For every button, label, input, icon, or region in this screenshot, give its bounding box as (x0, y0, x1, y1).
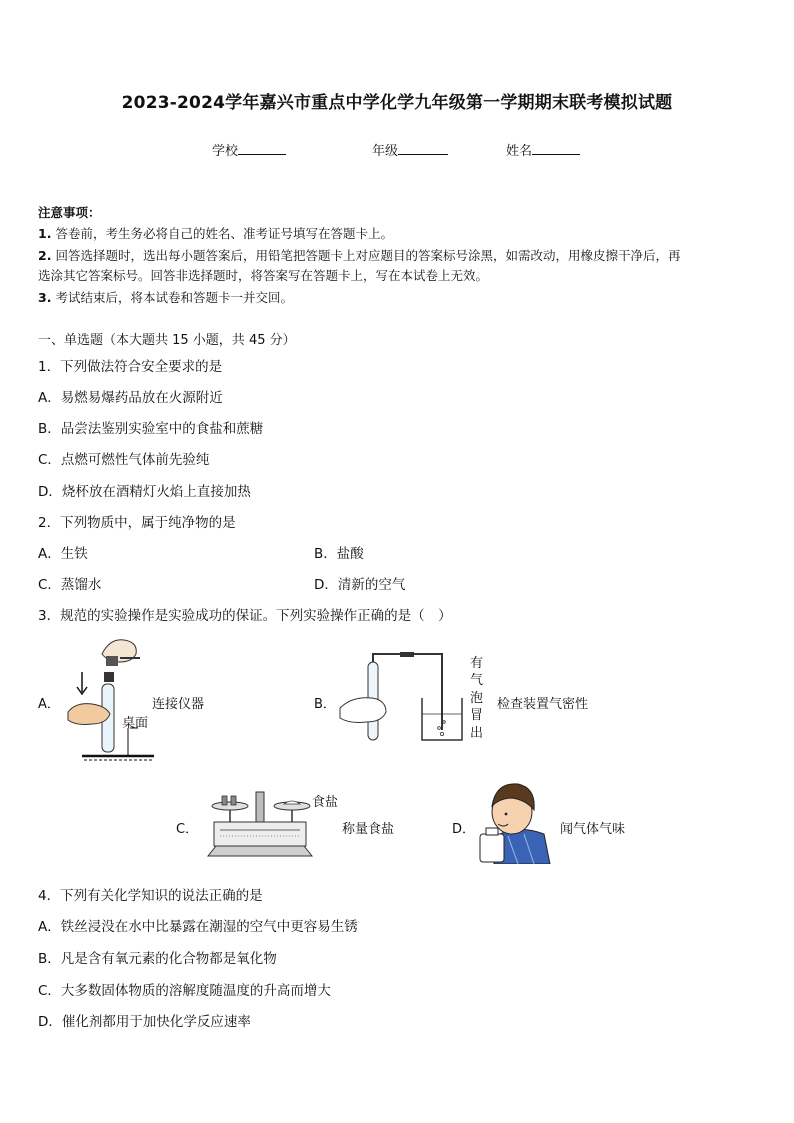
note-item (38, 246, 680, 264)
school-label: 学校 (212, 144, 239, 159)
question-stem: 3．规范的实验操作是实验成功的保证。下列实验操作正确的是（ ） (38, 608, 452, 624)
smelling-gas-figure (478, 776, 554, 864)
notes-heading: 注意事项： (38, 205, 101, 220)
option-c[interactable]: C．点燃可燃性气体前先验纯 (38, 452, 210, 468)
school-field (212, 140, 286, 159)
name-field (506, 140, 580, 159)
bubble-char: 泡 (470, 690, 484, 706)
note-text: 回答选择题时，选出每小题答案后，用铅笔把答题卡上对应题目的答案标号涂黑，如需改动，用橡皮擦干净后，再 (55, 248, 681, 263)
figure-b-letter[interactable]: B． (314, 697, 336, 712)
figure-b-caption: 检查装置气密性 (497, 697, 589, 712)
note-item (38, 224, 393, 242)
option-b[interactable]: B．凡是含有氧元素的化合物都是氧化物 (38, 951, 277, 967)
option-d[interactable]: D．清新的空气 (314, 577, 406, 593)
grade-field (372, 140, 448, 159)
figure-c-letter[interactable]: C． (176, 822, 199, 837)
figure-a-caption: 连接仪器 (152, 697, 205, 712)
option-d[interactable]: D．催化剂都用于加快化学反应速率 (38, 1014, 251, 1030)
option-b[interactable]: B．盐酸 (314, 546, 364, 562)
question-stem: 1．下列做法符合安全要求的是 (38, 359, 223, 375)
note-number: 2. (38, 248, 52, 263)
balance-scale-figure (204, 784, 316, 862)
option-d[interactable]: D．烧杯放在酒精灯火焰上直接加热 (38, 484, 251, 500)
note-text: 答卷前，考生务必将自己的姓名、准考证号填写在答题卡上。 (55, 226, 393, 241)
option-a[interactable]: A．生铁 (38, 546, 88, 562)
note-item (38, 288, 293, 306)
note-text: 选涂其它答案标号。回答非选择题时，将答案写在答题卡上，写在本试卷上无效。 (38, 268, 489, 283)
question-stem: 2．下列物质中，属于纯净物的是 (38, 515, 236, 531)
name-blank[interactable] (532, 142, 580, 155)
question-stem: 4．下列有关化学知识的说法正确的是 (38, 888, 263, 904)
note-number: 3. (38, 290, 52, 305)
airtightness-check-figure (338, 650, 470, 746)
bubble-char: 冒 (470, 708, 484, 724)
figure-a-letter[interactable]: A． (38, 697, 60, 712)
grade-label: 年级 (372, 144, 399, 159)
option-b[interactable]: B．品尝法鉴别实验室中的食盐和蔗糖 (38, 421, 264, 437)
figure-c-caption: 称量食盐 (342, 822, 395, 837)
figure-d-letter[interactable]: D． (452, 822, 476, 837)
section-heading: 一、单选题（本大题共 15 小题，共 45 分） (38, 333, 296, 348)
connect-apparatus-figure (62, 632, 162, 762)
option-c[interactable]: C．大多数固体物质的溶解度随温度的升高而增大 (38, 983, 331, 999)
bubble-char: 有 (470, 656, 484, 671)
note-text: 考试结束后，将本试卷和答题卡一并交回。 (55, 290, 293, 305)
name-label: 姓名 (506, 144, 533, 159)
option-a[interactable]: A．易燃易爆药品放在火源附近 (38, 390, 223, 406)
figure-c-salt-label: 食盐 (312, 795, 339, 810)
bubble-char: 出 (470, 725, 484, 741)
bubble-char: 气 (470, 673, 484, 689)
note-number: 1. (38, 226, 52, 241)
option-a[interactable]: A．铁丝浸没在水中比暴露在潮湿的空气中更容易生锈 (38, 919, 358, 935)
figure-b-bubbles-label (470, 655, 486, 742)
note-item (38, 266, 488, 284)
option-c[interactable]: C．蒸馏水 (38, 577, 102, 593)
school-blank[interactable] (238, 142, 286, 155)
grade-blank[interactable] (398, 142, 448, 155)
figure-d-caption: 闻气体气味 (560, 822, 626, 837)
figure-a-desk-label: 桌面 (122, 716, 149, 731)
exam-title: 2023-2024学年嘉兴市重点中学化学九年级第一学期期末联考模拟试题 (121, 93, 673, 113)
